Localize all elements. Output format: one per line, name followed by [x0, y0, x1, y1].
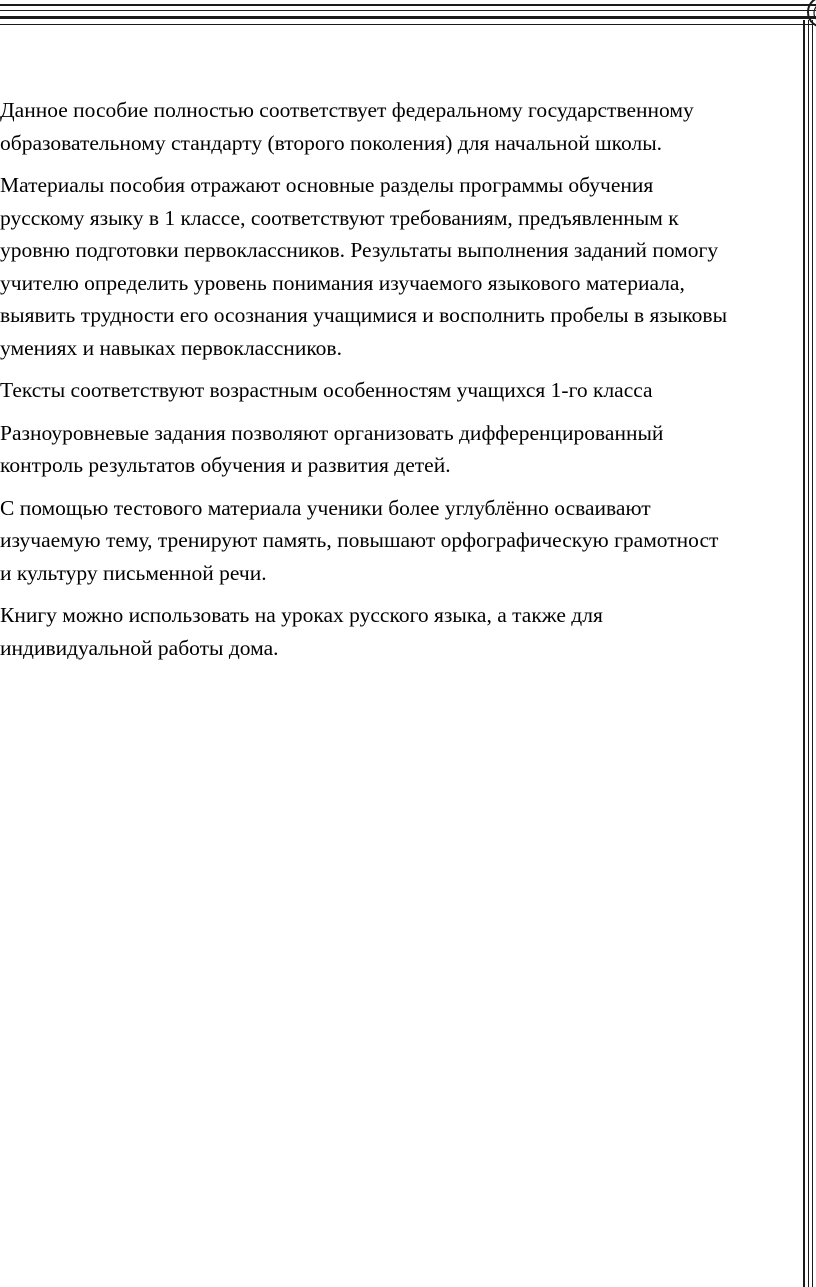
- border-line: [0, 4, 816, 6]
- paragraph-materials: Материалы пособия отражают основные разделы программы обучения русскому языку в 1 классе, соответствуют требованиям, предъявленным к уровню подготовки первоклассников. Результаты выполнения заданий помогу учителю определить уровень понимания изучаемого языкового материала, выявить трудности его осознания учащимися и восполнить пробелы в языковы умениях и навыках первоклассников.: [0, 173, 728, 360]
- border-line: [0, 16, 816, 19]
- border-line: [0, 10, 816, 11]
- page-border-top: [0, 0, 816, 40]
- paragraph-fgos: Данное пособие полностью соответствует федеральному государственному образовательному стандарту (второго поколения) для начальной школы.: [0, 98, 694, 155]
- corner-ornament-icon: [800, 0, 816, 34]
- paragraph-texts: Тексты соответствуют возрастным особенностям учащихся 1-го класса: [0, 378, 653, 402]
- border-line: [812, 20, 813, 1287]
- border-line: [0, 24, 816, 25]
- paragraph-usage: Книгу можно использовать на уроках русского языка, а также для индивидуальной работы дома.: [0, 603, 603, 660]
- page-border-right: [796, 0, 816, 1287]
- document-body: [0, 94, 796, 674]
- border-line: [803, 20, 805, 1287]
- border-line: [808, 20, 809, 1287]
- paragraph-tests: С помощью тестового материала ученики более углублённо осваивают изучаемую тему, тренируют память, повышают орфографическую грамотност и культуру письменной речи.: [0, 495, 719, 585]
- paragraph-tasks: Разноуровневые задания позволяют организовать дифференцированный контроль результатов обучения и развития детей.: [0, 420, 664, 477]
